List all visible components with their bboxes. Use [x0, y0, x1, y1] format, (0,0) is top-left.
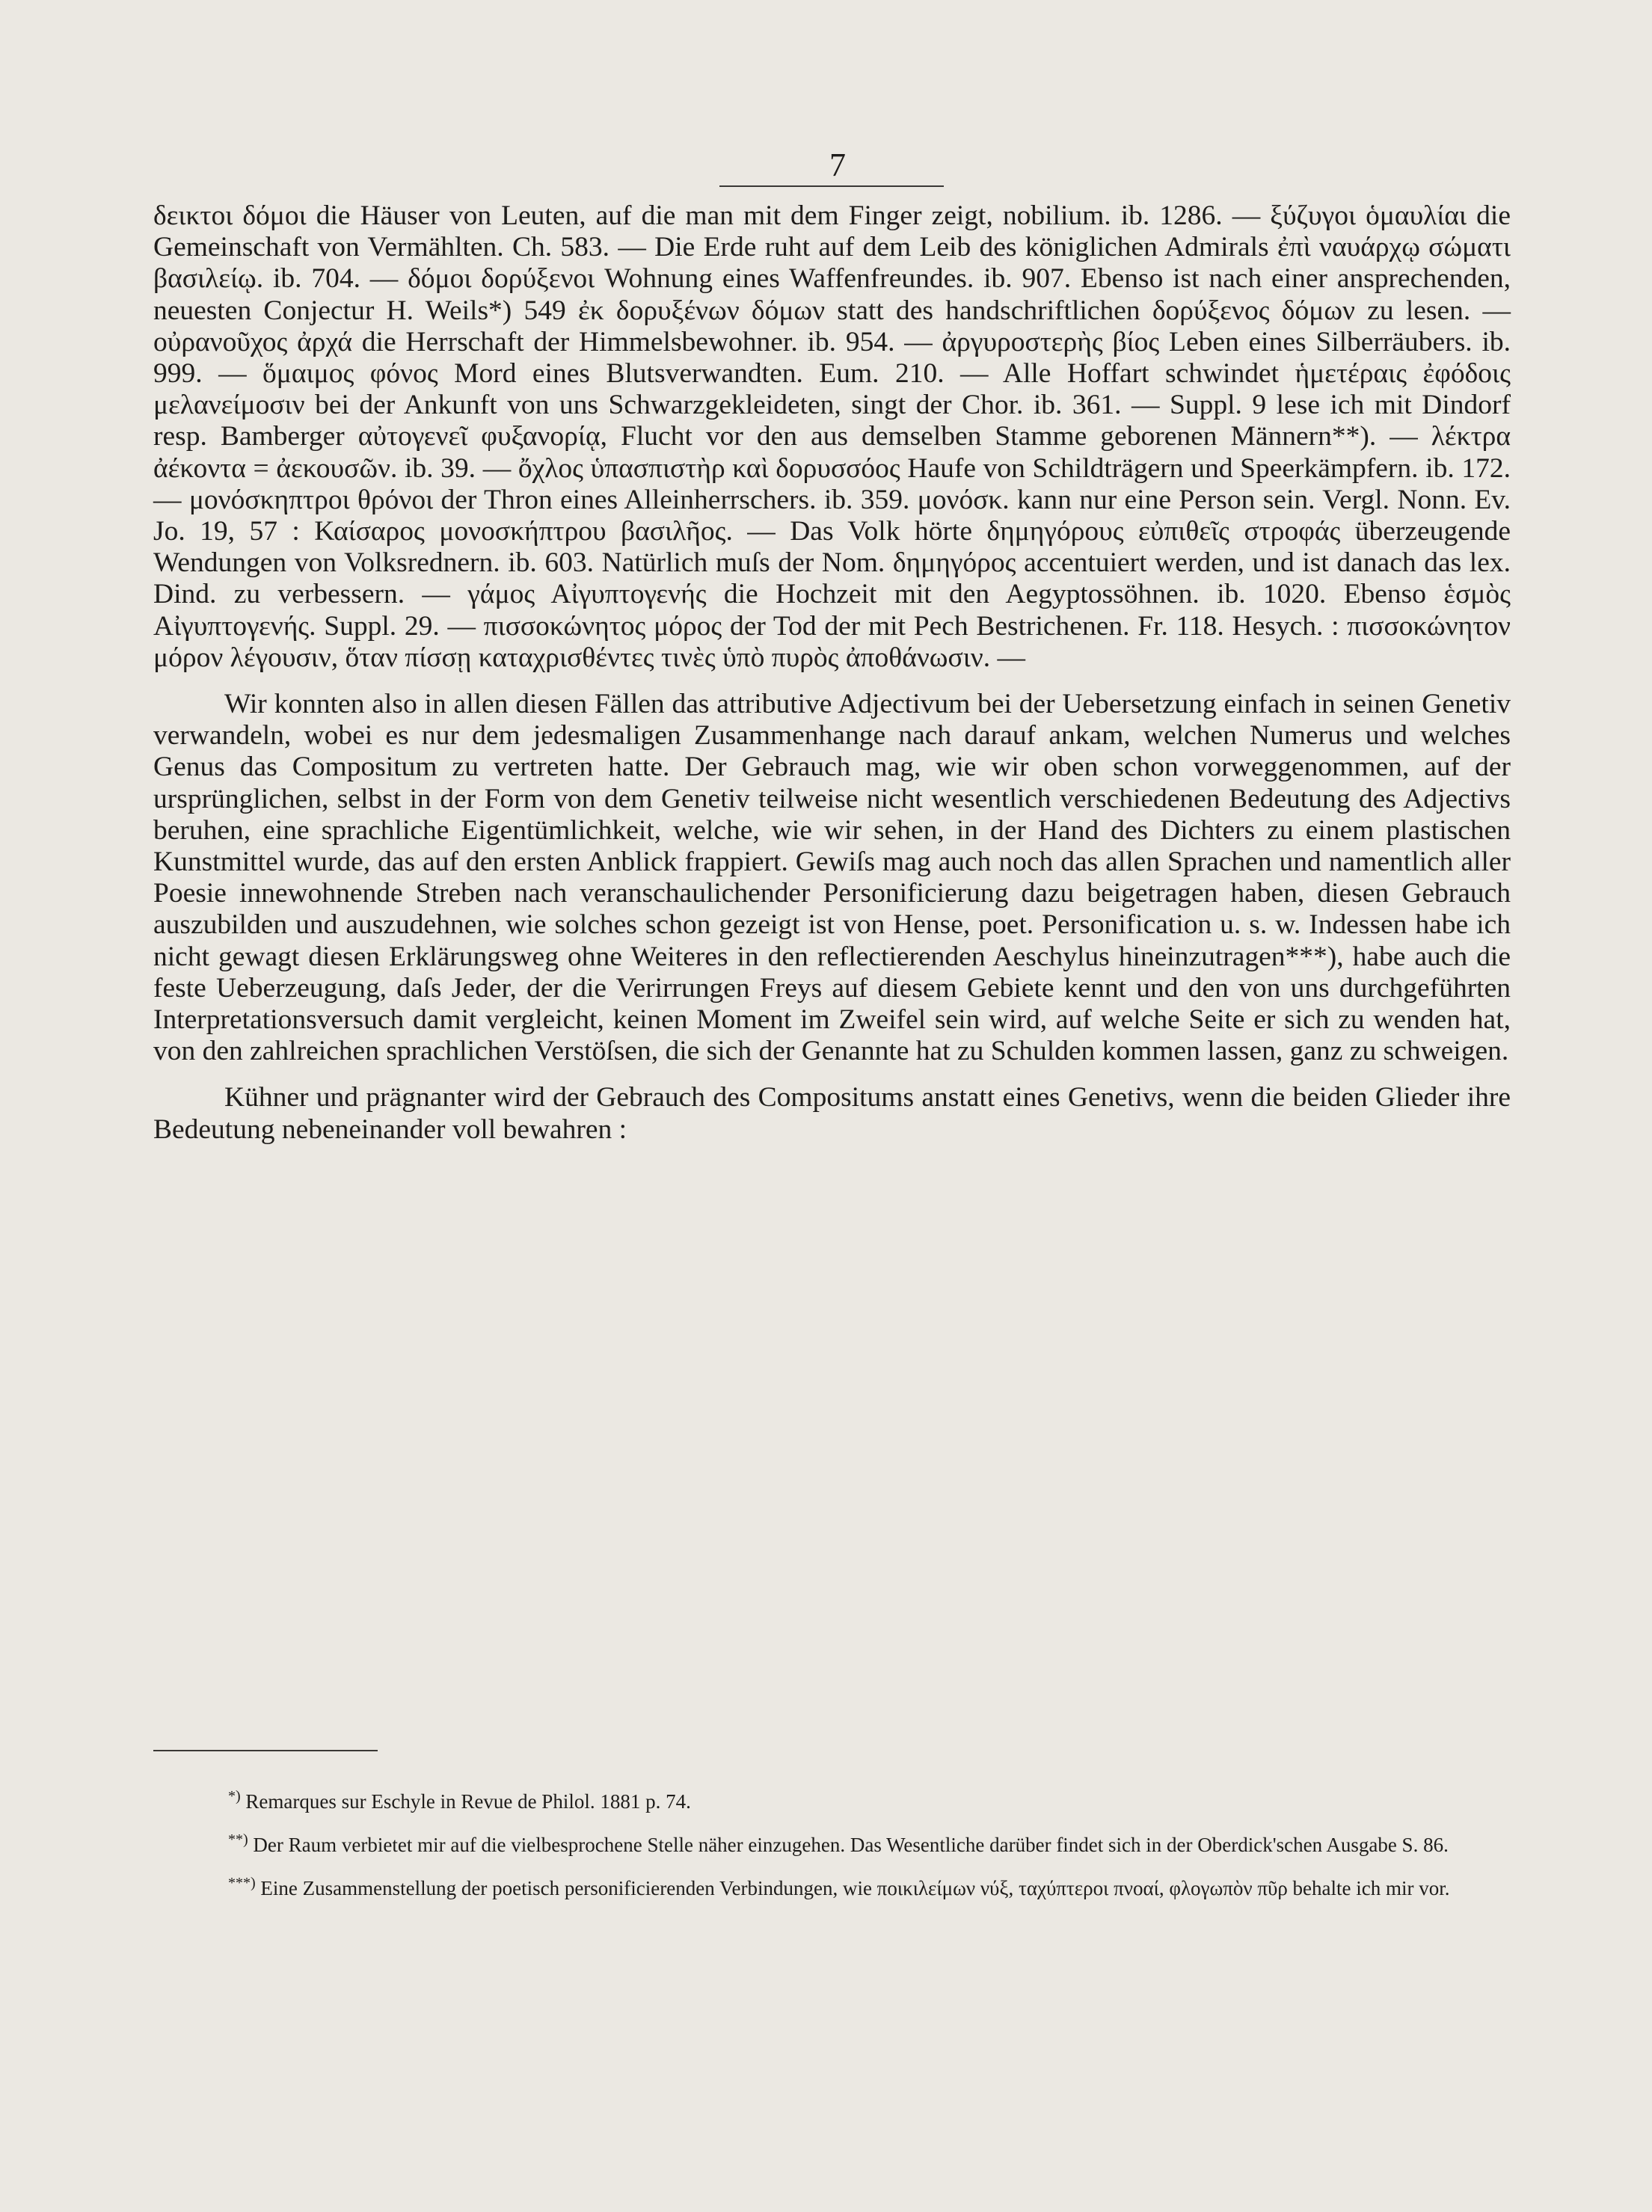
- footnotes: [153, 1783, 1511, 1913]
- body-text: [153, 200, 1511, 1146]
- footnote-mark: *): [228, 1788, 241, 1804]
- page-number: 7: [829, 147, 846, 183]
- footnote-text: Eine Zusammenstellung der poetisch personificierenden Verbindungen, wie ποικιλείμων νύξ, ταχύπτεροι πνοαί, φλογωπὸν πῦρ behalte ich mir vor.: [255, 1877, 1450, 1899]
- footnote-3: [153, 1870, 1511, 1902]
- footnote-text: Remarques sur Eschyle in Revue de Philol. 1881 p. 74.: [240, 1790, 691, 1813]
- footnote-mark: **): [228, 1831, 248, 1848]
- paragraph-2: Wir konnten also in allen diesen Fällen das attributive Adjectivum bei der Uebersetzung einfach in seinen Genetiv verwandeln, wobei es nur dem jedesmaligen Zusammenhange nach darauf ankam, welchen Numerus und welches Genus das Compositum zu vertreten hatte. Der Gebrauch mag, wie wir oben schon vorweggenommen, auf der ursprünglichen, selbst in der Form von dem Genetiv teilweise nicht wesentlich verschiedenen Bedeutung des Adjectivs beruhen, eine sprachliche Eigentümlichkeit, welche, wie wir sehen, in der Hand des Dichters zu einem plastischen Kunstmittel wurde, das auf den ersten Anblick frappiert. Gewiſs mag auch noch das allen Sprachen und namentlich aller Poesie innewohnende Streben nach veranschaulichender Personificierung dazu beigetragen haben, diesen Gebrauch auszubilden und auszudehnen, wie solches schon gezeigt ist von Hense, poet. Personification u. s. w. Indessen habe ich nicht gewagt diesen Erklärungsweg ohne Weiteres in den reflectierenden Aeschylus hineinzutragen***), habe auch die feste Ueberzeugung, daſs Jeder, der die Verirrungen Freys auf diesem Gebiete kennt und den von uns durchgeführten Interpretationsversuch damit vergleicht, keinen Moment im Zweifel sein wird, auf welche Seite er sich zu wenden hat, von den zahlreichen sprachlichen Verstöſsen, die sich der Genannte hat zu Schulden kommen lassen, ganz zu schweigen.: [153, 689, 1511, 1067]
- footnote-mark: ***): [228, 1875, 256, 1891]
- footnote-text: Der Raum verbietet mir auf die vielbesprochene Stelle näher einzugehen. Das Wesentliche darüber findet sich in der Oberdick'schen Ausgabe S. 86.: [248, 1834, 1449, 1856]
- header-rule: [719, 185, 944, 187]
- footnote-2: [153, 1826, 1511, 1859]
- paragraph-1: δεικτοι δόμοι die Häuser von Leuten, auf die man mit dem Finger zeigt, nobilium. ib. 1286. — ξύζυγοι ὁμαυλίαι die Gemeinschaft von Vermählten. Ch. 583. — Die Erde ruht auf dem Leib des königlichen Admirals ἐπὶ ναυάρχῳ σώματι βασιλείῳ. ib. 704. — δόμοι δορύξενοι Wohnung eines Waffenfreundes. ib. 907. Ebenso ist nach einer ansprechenden, neuesten Conjectur H. Weils*) 549 ἐκ δορυξένων δόμων statt des handschriftlichen δορύξενος δόμων zu lesen. — οὐρανοῦχος ἀρχά die Herrschaft der Himmelsbewohner. ib. 954. — ἀργυροστερὴς βίος Leben eines Silberräubers. ib. 999. — ὅμαιμος φόνος Mord eines Blutsverwandten. Eum. 210. — Alle Hoffart schwindet ἡμετέραις ἐφόδοις μελανείμοσιν bei der Ankunft von uns Schwarzgekleideten, singt der Chor. ib. 361. — Suppl. 9 lese ich mit Dindorf resp. Bamberger αὐτογενεῖ φυξανορίᾳ, Flucht vor den aus demselben Stamme geborenen Männern**). — λέκτρα ἀέκοντα = ἀεκουσῶν. ib. 39. — ὄχλος ὑπασπιστὴρ καὶ δορυσσόος Haufe von Schildträgern und Speerkämpfern. ib. 172. — μονόσκηπτροι θρόνοι der Thron eines Alleinherrschers. ib. 359. μονόσκ. kann nur eine Person sein. Vergl. Nonn. Ev. Jo. 19, 57 : Καίσαρος μονοσκήπτρου βασιλῆος. — Das Volk hörte δημηγόρους εὐπιθεῖς στροφάς überzeugende Wendungen von Volksrednern. ib. 603. Natürlich muſs der Nom. δημηγόρος accentuiert werden, und ist danach das lex. Dind. zu verbessern. — γάμος Αἰγυπτογενής die Hochzeit mit den Aegyptossöhnen. ib. 1020. Ebenso ἑσμὸς Αἰγυπτογενής. Suppl. 29. — πισσοκώνητος μόρος der Tod der mit Pech Bestrichenen. Fr. 118. Hesych. : πισσοκώνητον μόρον λέγουσιν, ὅταν πίσσῃ καταχρισθέντες τινὲς ὑπὸ πυρὸς ἀποθάνωσιν. —: [153, 200, 1511, 673]
- paragraph-3: Kühner und prägnanter wird der Gebrauch des Compositums anstatt eines Genetivs, wenn die beiden Glieder ihre Bedeutung nebeneinander voll bewahren :: [153, 1082, 1511, 1145]
- footnote-rule: [153, 1750, 378, 1751]
- footnote-1: [153, 1783, 1511, 1816]
